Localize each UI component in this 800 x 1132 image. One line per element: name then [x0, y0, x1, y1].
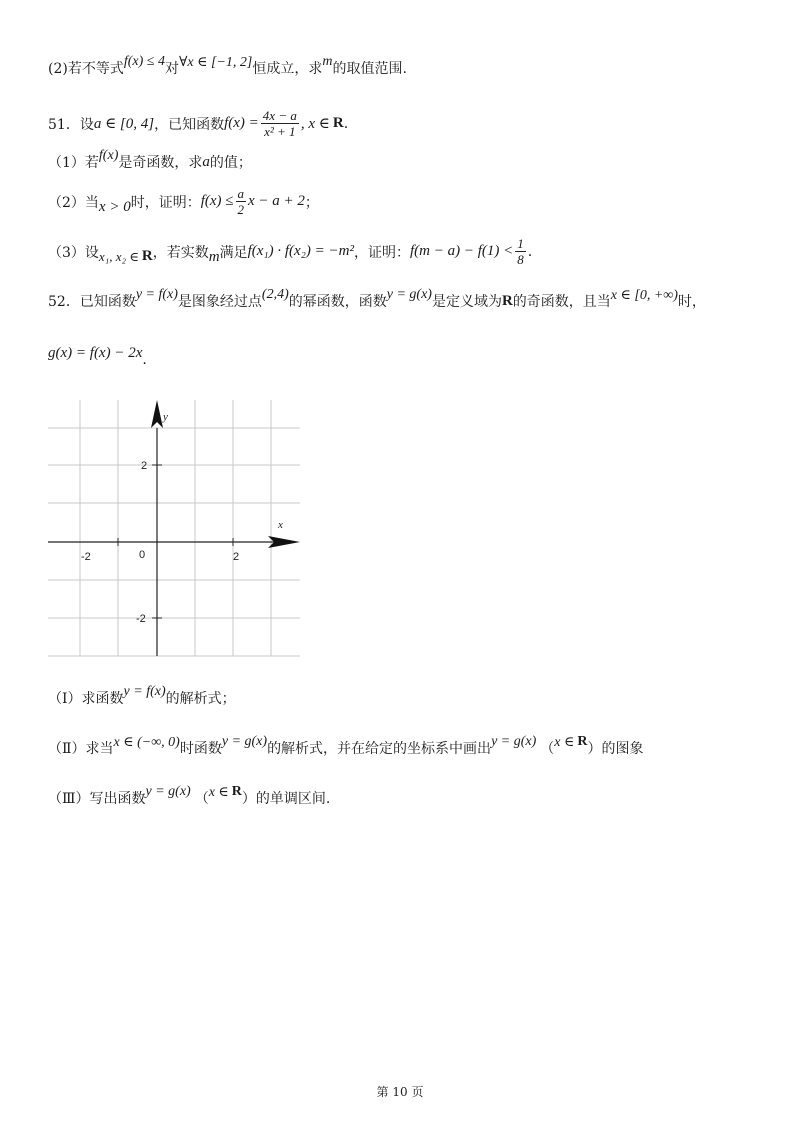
grid-lines — [48, 400, 300, 656]
text: ）的图象 — [587, 741, 644, 757]
question-51-part-1 — [48, 148, 252, 172]
tick-label: 0 — [139, 549, 146, 561]
math-y-f: y = f(x) — [135, 287, 178, 302]
text: 的奇函数，且当 — [512, 294, 611, 310]
text: (2)若不等式 — [48, 61, 124, 77]
text: （ — [540, 741, 555, 757]
text: 的解析式； — [165, 691, 236, 707]
tick-label: -2 — [136, 613, 146, 625]
question-51-stem — [48, 108, 348, 139]
math-condition: x > 0 — [98, 199, 131, 215]
question-52-part-ii — [48, 734, 644, 758]
math-y-g: y = g(x) — [145, 784, 191, 799]
math-forall: ∀x ∈ [−1, 2] — [178, 54, 253, 70]
text: 时函数 — [179, 741, 222, 757]
question-number: 51．设 — [48, 116, 94, 133]
text: . — [142, 351, 147, 368]
fraction-denominator: 8 — [517, 252, 524, 267]
question-number: 52．已知函数 — [48, 294, 136, 310]
math-R: R — [332, 115, 344, 131]
question-50-part-2 — [48, 54, 407, 78]
math-g-definition: g(x) = f(x) − 2x — [48, 345, 143, 361]
text: （1）若 — [48, 155, 99, 171]
math-m: m — [322, 54, 333, 69]
page-number: 第 10 页 — [376, 1085, 424, 1099]
fraction-numerator: 1 — [517, 236, 524, 251]
fraction — [236, 186, 247, 217]
math-inequality: f(x) ≤ 4 — [123, 54, 165, 69]
math-x-range: x ∈ (−∞, 0) — [113, 734, 180, 750]
text: . — [343, 115, 349, 132]
math-condition: f(x₁) · f(x₂) = −m² — [247, 243, 354, 259]
math-y-g: y = g(x) — [491, 734, 537, 749]
tick-label: 2 — [141, 460, 148, 472]
tick-label: -2 — [81, 551, 91, 563]
tick-label: 2 — [233, 551, 240, 563]
math-rhs: x − a + 2 — [248, 193, 305, 209]
fraction — [515, 236, 526, 267]
text: ，若实数 — [152, 244, 209, 261]
question-52-part-iii — [48, 784, 331, 808]
fraction-numerator: 4x − a — [262, 108, 297, 123]
question-51-part-2 — [48, 186, 319, 217]
math-x-in: x ∈ — [208, 784, 229, 800]
fraction-denominator: 2 — [237, 202, 245, 217]
math-f: f(x) — [98, 148, 119, 163]
y-axis-arrow-icon — [151, 400, 163, 428]
question-52-gdef — [48, 345, 147, 368]
text: 时， — [677, 294, 706, 310]
math-y-g: y = g(x) — [386, 287, 432, 302]
question-52-part-i — [48, 684, 236, 708]
text: （3）设 — [48, 244, 99, 261]
math-lhs: f(x) ≤ — [200, 193, 234, 209]
text: 满足 — [219, 244, 248, 261]
text: （Ⅲ）写出函数 — [48, 791, 146, 807]
math-a-range: a ∈ [0, 4] — [93, 116, 155, 132]
fraction-denominator: x² + 1 — [264, 124, 296, 139]
math-a: a — [202, 153, 210, 170]
text: （Ⅱ）求当 — [48, 741, 114, 757]
text: . — [527, 243, 533, 260]
fraction — [261, 108, 299, 139]
question-52-stem — [48, 287, 706, 311]
math-point: (2,4) — [261, 287, 289, 302]
text: 是奇函数，求 — [118, 155, 203, 171]
text: ，已知函数 — [154, 116, 225, 133]
math-inequality: f(m − a) − f(1) < — [409, 243, 514, 259]
text: 的解析式，并在给定的坐标系中画出 — [267, 741, 492, 757]
math-y-g: y = g(x) — [221, 734, 268, 749]
text: ）的单调区间. — [241, 791, 331, 807]
text: （ — [194, 791, 209, 807]
math-R: R — [231, 784, 242, 799]
math-x-in: x ∈ — [554, 734, 575, 750]
math-R: R — [141, 248, 153, 264]
math-f-left: f(x) = — [224, 115, 259, 131]
text: ； — [304, 194, 319, 211]
text: （2）当 — [48, 194, 99, 211]
math-m: m — [208, 249, 220, 265]
math-domain: , x ∈ — [300, 116, 330, 132]
math-y-f: y = f(x) — [123, 684, 166, 699]
text: ，证明： — [353, 244, 410, 261]
question-51-part-3 — [48, 236, 532, 267]
math-R: R — [577, 734, 588, 749]
math-R: R — [501, 292, 513, 309]
math-vars: x₁, x₂ ∈ — [98, 248, 139, 264]
text: 恒成立，求 — [252, 61, 323, 77]
fraction-numerator: a — [237, 186, 245, 201]
text: 是定义域为 — [431, 294, 502, 310]
text: 的取值范围. — [332, 61, 407, 77]
text: 的值； — [209, 155, 252, 171]
text: 的幂函数，函数 — [288, 294, 387, 310]
text: 是图象经过点 — [177, 294, 262, 310]
x-axis-label: x — [278, 519, 283, 531]
coordinate-grid — [48, 398, 300, 658]
math-x-range: x ∈ [0, +∞) — [610, 287, 678, 303]
text: 对 — [164, 61, 179, 77]
y-axis-label: y — [163, 411, 168, 423]
text: （Ⅰ）求函数 — [48, 691, 124, 707]
text: 时，证明： — [130, 194, 201, 211]
